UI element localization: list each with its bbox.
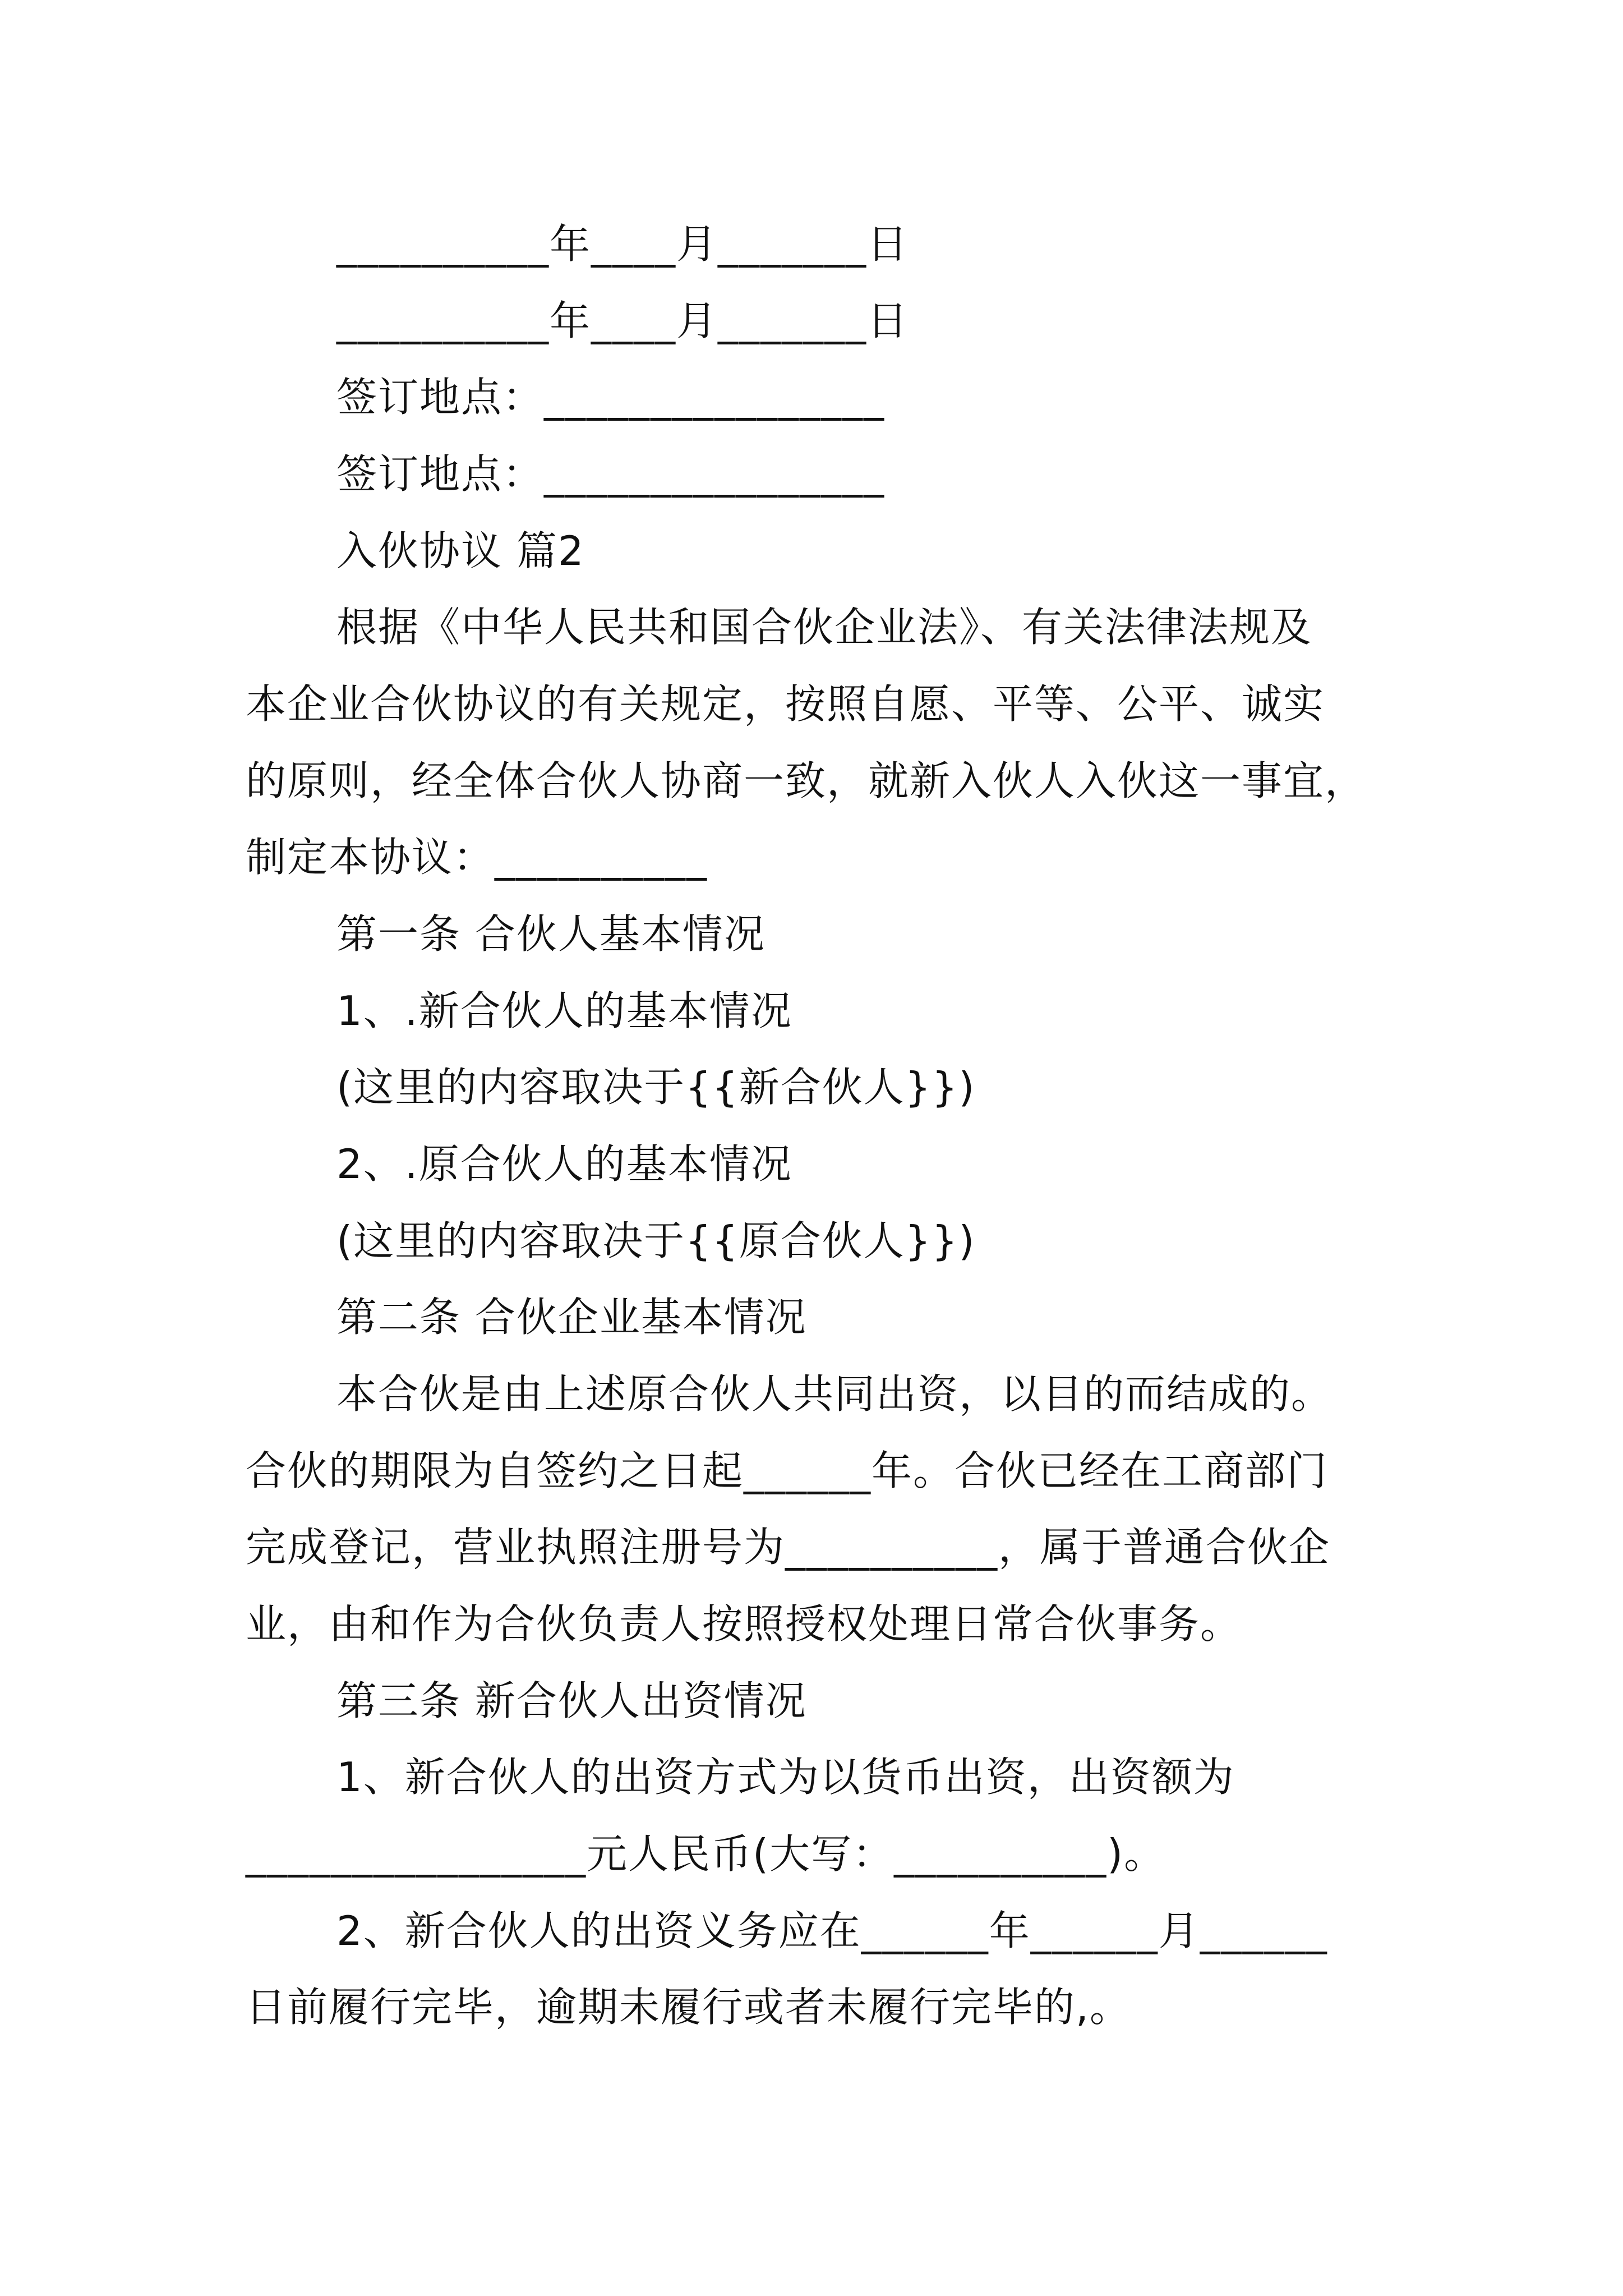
clause-line: ________________元人民币(大写：__________)。 [246, 1830, 1166, 1878]
clause-line: 日前履行完毕，逾期未履行或者未履行完毕的,。 [246, 1984, 1131, 2031]
paragraph-line: 制定本协议：__________ [246, 834, 708, 881]
clause-line: 2、新合伙人的出资义务应在______年______月______ [336, 1907, 1328, 1954]
paragraph-line: 合伙的期限为自签约之日起______年。合伙已经在工商部门 [246, 1447, 1329, 1494]
article-heading: 第二条 合伙企业基本情况 [336, 1294, 807, 1341]
paragraph-line: 本企业合伙协议的有关规定，按照自愿、平等、公平、诚实 [246, 680, 1325, 728]
paragraph-line: 的原则，经全体合伙人协商一致，就新入伙人入伙这一事宜， [246, 757, 1367, 804]
paragraph-line: 根据《中华人民共和国合伙企业法》、有关法律法规及 [336, 604, 1313, 651]
clause-line: 1、新合伙人的出资方式为以货币出资，出资额为 [336, 1754, 1235, 1801]
clause-line: 2、.原合伙人的基本情况 [336, 1140, 792, 1188]
signing-place-1: 签订地点：________________ [336, 374, 886, 421]
paragraph-line: 本合伙是由上述原合伙人共同出资，以目的而结成的。 [336, 1370, 1333, 1418]
paragraph-line: 业，由和作为合伙负责人按照授权处理日常合伙事务。 [246, 1600, 1242, 1648]
signing-place-2: 签订地点：________________ [336, 450, 886, 498]
article-heading: 第一条 合伙人基本情况 [336, 910, 766, 958]
date-line-1: __________年____月_______日 [336, 220, 909, 268]
clause-line: (这里的内容取决于{{新合伙人}}) [336, 1064, 976, 1111]
paragraph-line: 完成登记，营业执照注册号为__________，属于普通合伙企 [246, 1524, 1331, 1571]
clause-line: (这里的内容取决于{{原合伙人}}) [336, 1217, 976, 1264]
article-heading: 第三条 新合伙人出资情况 [336, 1677, 807, 1724]
clause-line: 1、.新合伙人的基本情况 [336, 987, 792, 1034]
section-title: 入伙协议 篇2 [336, 527, 585, 574]
date-line-2: __________年____月_______日 [336, 297, 909, 344]
